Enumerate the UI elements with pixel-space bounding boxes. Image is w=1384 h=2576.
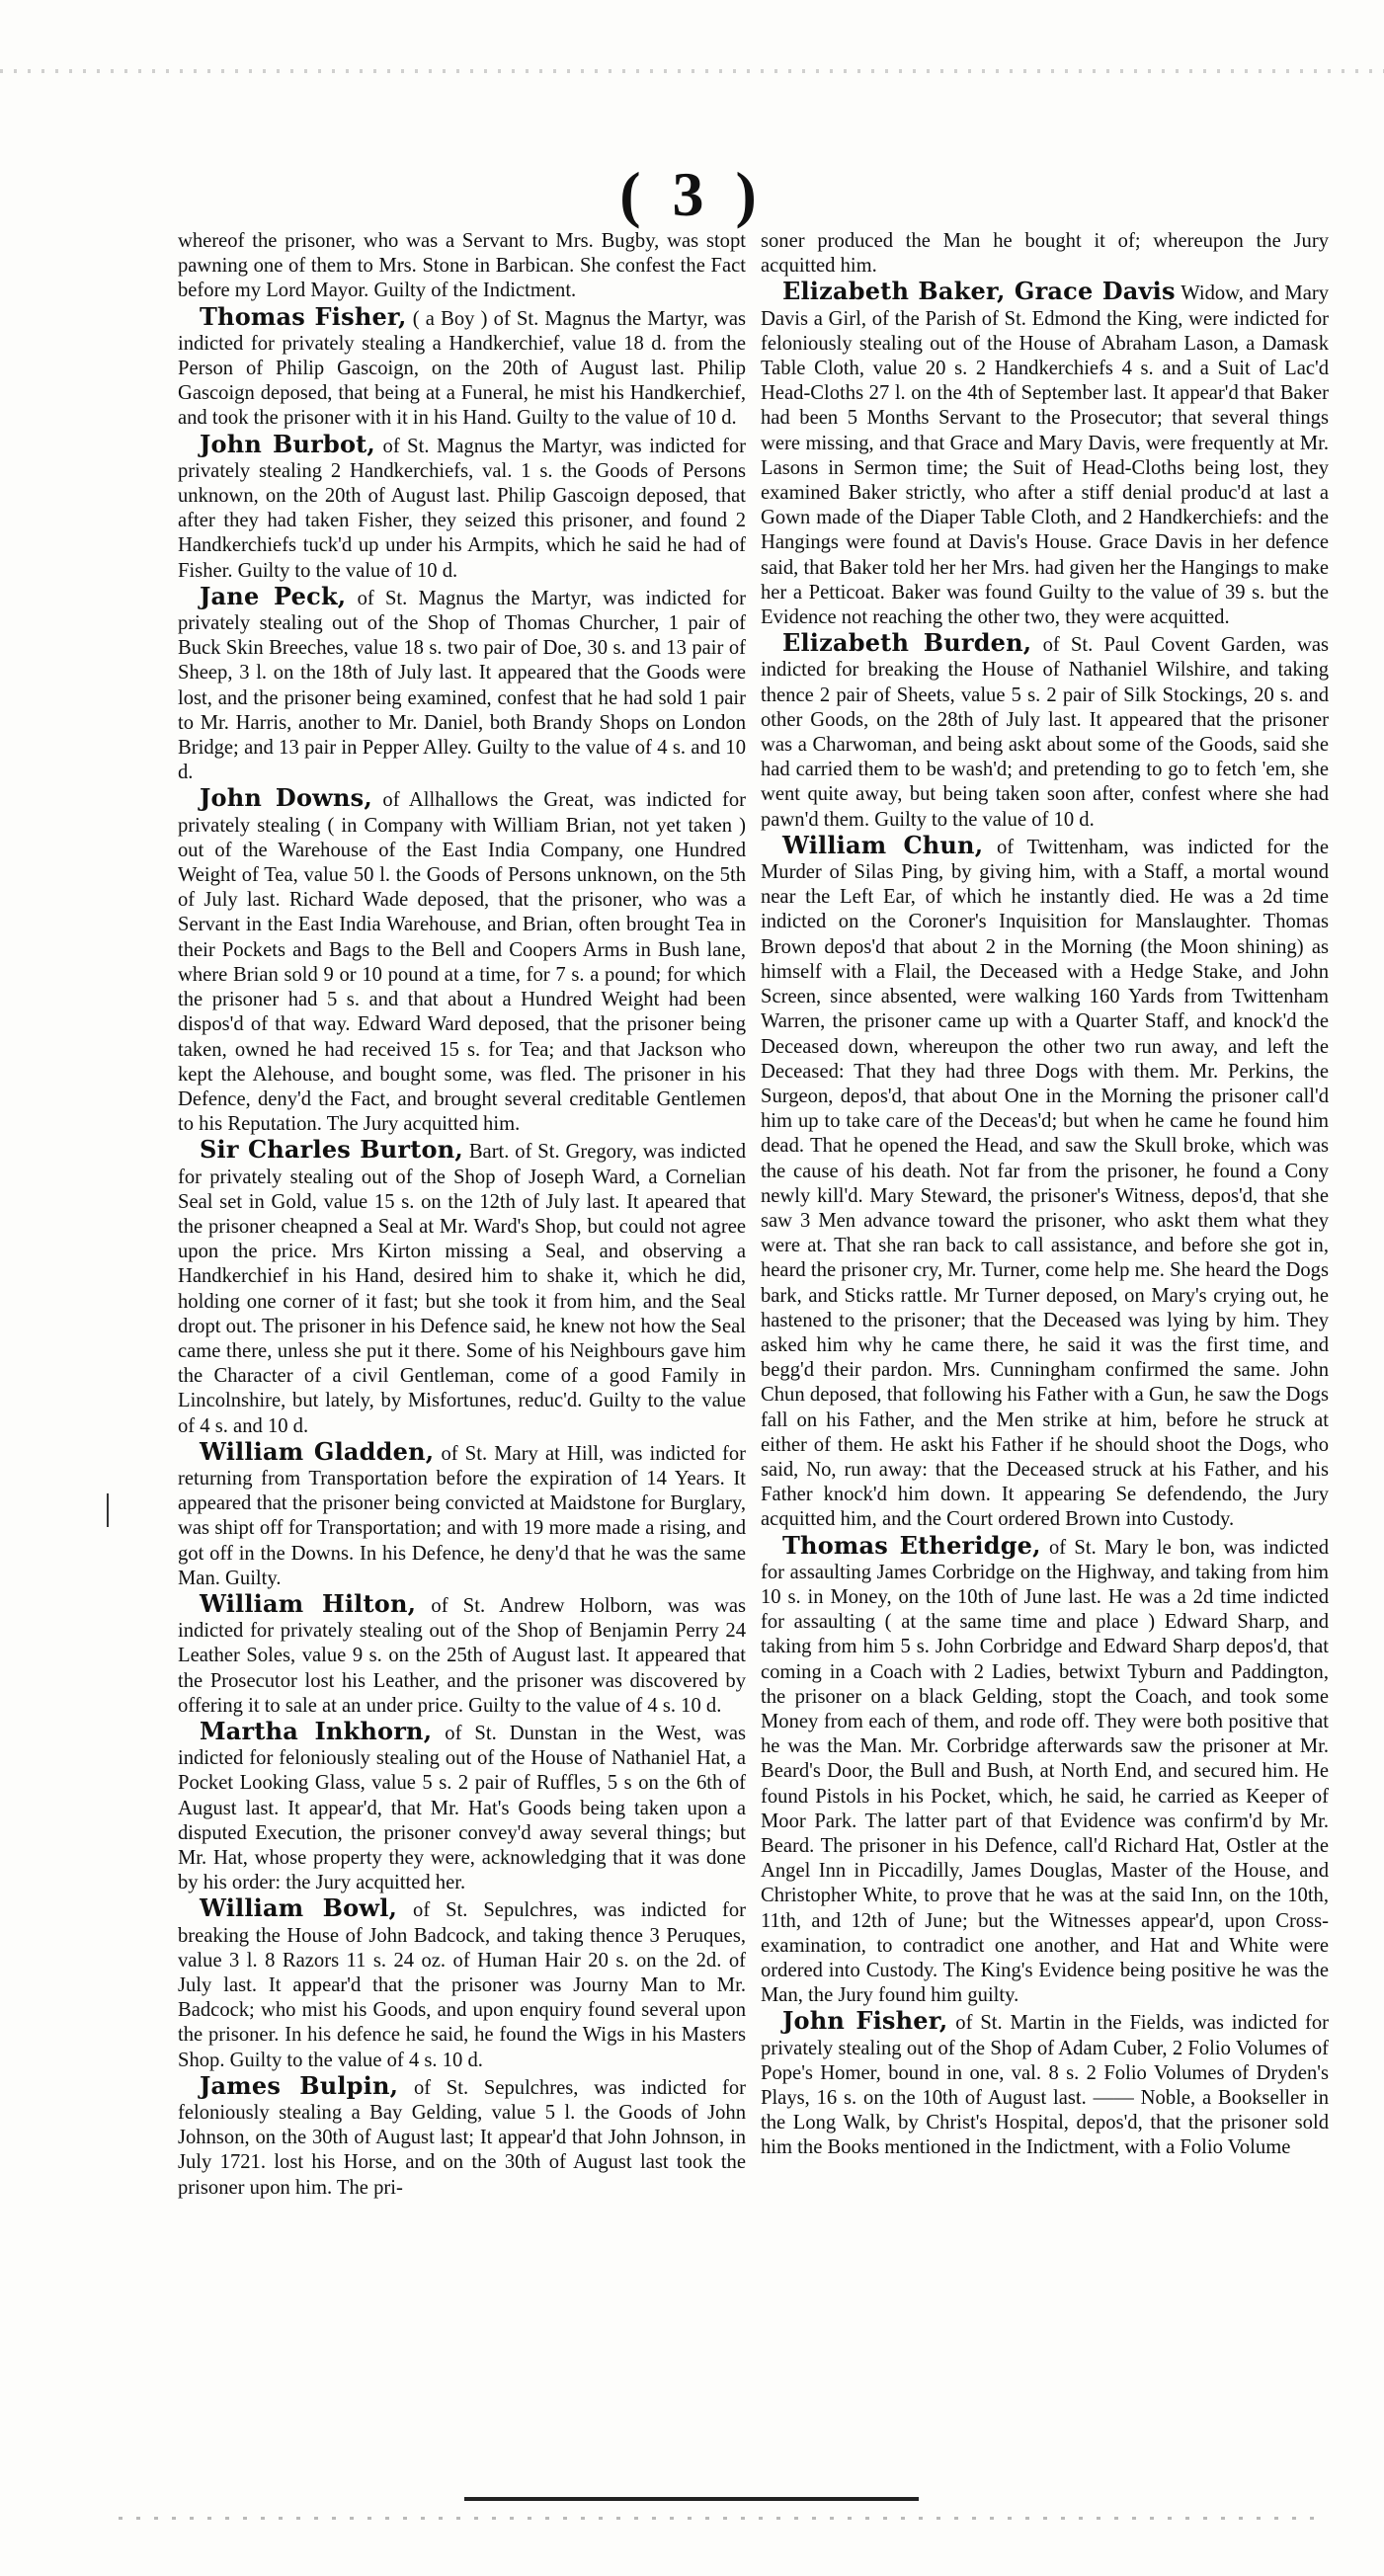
- entry-text: of St. Paul Covent Garden, was indicted for breaking the House of Nathaniel Wilshire, and taking thence 2 pair of Sheets, value 5 s. 2 pair of Silk Stockings, 20 s. and other Goods, on the 28th of July last. It appeared that the prisoner was a Charwoman, and being askt about some of the Goods, said she had carried them to be wash'd; and pretending to go to fetch 'em, she went quite away, but being taken soon after, confest where she had pawn'd them. Guilty to the value of 10 d.: [761, 634, 1329, 831]
- page-number: ( 3 ): [619, 159, 765, 229]
- right-column: [761, 229, 1329, 2521]
- defendant-name: John Fisher,: [782, 2006, 948, 2036]
- entry-text: of St. Martin in the Fields, was indicted for privately stealing out of the Shop of Adam Cuber, 2 Folio Volumes of Pope's Homer, bound in one, val. 8 s. 2 Folio Volumes of Dryden's Plays, 16 s. on the 10th of August last. —— Noble, a Bookseller in the Long Walk, by Christ's Hospital, depos'd, that the prisoner sold him the Books mentioned in the Indictment, with a Folio Volume: [761, 2012, 1329, 2159]
- defendant-name: John Burbot,: [200, 429, 375, 458]
- defendant-name: Martha Inkhorn,: [200, 1716, 433, 1745]
- trial-entry: [178, 581, 746, 786]
- scan-noise-bottom: [119, 2517, 1325, 2520]
- trial-entry: [178, 229, 746, 304]
- entry-text: Widow, and Mary Davis a Girl, of the Parish of St. Edmond the King, were indicted for feloniously stealing out of the House of Abraham Lason, a Damask Table Cloth, value 20 s. 2 Handkerchiefs 4 s. and a Suit of Lac'd Head-Cloths 27 l. on the 4th of September last. It appear'd that Baker had been 5 Months Servant to the Prosecutor; that several things were missing, and that Grace and Mary Davis, were frequently at Mr. Lasons in Sermon time; the Suit of Head-Cloths being lost, they examined Baker strictly, who after a stiff denial produc'd at last a Gown made of the Diaper Table Cloth, and 2 Handkerchiefs: and the Hangings were found at Davis's House. Grace Davis in her defence said, that Baker told her her Mrs. had given her the Hangings to make her a Petticoat. Baker was found Guilty to the value of 39 s. but the Evidence not reaching the other two, they were acquitted.: [761, 282, 1329, 629]
- trial-entry: [178, 2070, 746, 2201]
- entry-text: Bart. of St. Gregory, was indicted for privately stealing out of the Shop of Joseph Ward, a Cornelian Seal set in Gold, value 15 s. on the 12th of July last. It apeared that the prisoner cheapned a Seal at Mr. Ward's Shop, but could not agree upon the price. Mrs Kirton missing a Seal, and observing a Handkerchief in his Hand, desired him to shake it, which he did, holding one corner of it fast; but she took it from him, and the Seal dropt out. The prisoner in his Defence said, he knew not how the Seal came there, unless she put it there. Some of his Neighbours gave him the Character of a civil Gentleman, come of a good Family in Lincolnshire, but lately, by Misfortunes, reduc'd. Guilty to the value of 4 s. and 10 d.: [178, 1141, 746, 1437]
- defendant-name: Thomas Fisher,: [200, 301, 407, 331]
- entry-text: of St. Andrew Holborn, was was indicted for privately stealing out of the Shop of Benjamin Perry 24 Leather Soles, value 9 s. on the 25th of August last. It appeared that the Prosecutor lost his Leather, and the prisoner was discovered by offering it to sale at an under price. Guilty to the value of 4 s. 10 d.: [178, 1594, 746, 1717]
- defendant-name: Sir Charles Burton,: [200, 1135, 463, 1165]
- entry-text: whereof the prisoner, who was a Servant to Mrs. Bugby, was stopt pawning one of them to Mrs. Stone in Barbican. She confest the Fact before my Lord Mayor. Guilty of the Indictment.: [178, 230, 746, 302]
- trial-entry: [761, 830, 1329, 1533]
- trial-entry: [178, 1436, 746, 1591]
- entry-text: of St. Mary le bon, was indicted for assaulting James Corbridge on the Highway, and taking from him 10 s. in Money, on the 10th of June last. He was a 2d time indicted for assaulting ( at the same time and place ) Edward Sharp, and taking from him 5 s. John Corbridge and Edward Sharp depos'd, that coming in a Coach with 2 Ladies, betwixt Tyburn and Paddington, the prisoner on a black Gelding, stopt the Coach, and took some Money from each of them, and rode off. They were both positive that he was the Man. Mr. Corbridge afterwards saw the prisoner at Mr. Beard's Door, the Bull and Bush, at North End, and secured him. He found Pistols in his Pocket, which, he said, he carried as Keeper of Moor Park. The latter part of that Evidence was confirm'd by Mr. Beard. The prisoner in his Defence, call'd Richard Hat, Ostler at the Angel Inn in Piccadilly, James Douglas, Master of the House, and Christopher White, to prove that he was at the said Inn, on the 10th, 11th, and 12th of June; but the Witnesses appear'd, upon Cross-examination, to contradict one another, and Hat and White were ordered into Custody. The King's Evidence being positive he was the Man, the Jury found him guilty.: [761, 1536, 1329, 2007]
- entry-text: of Twittenham, was indicted for the Murder of Silas Ping, by giving him, with a Staff, a mortal wound near the Left Ear, of which he instantly died. He was a 2d time indicted on the Coroner's Inquisition for Manslaughter. Thomas Brown depos'd that about 2 in the Morning (the Moon shining) as himself with a Flail, the Deceased with a Hedge Stake, and John Screen, since absented, were walking 160 Yards from Twittenham Warren, the prisoner came up with a Quarter Staff, and knock'd the Deceased down, whereupon the other two run away, and left the Deceased: That they had three Dogs with them. Mr. Perkins, the Surgeon, depos'd, that about One in the Morning the prisoner call'd him up to take care of the Deceas'd; but when he came he found him dead. That he opened the Head, and saw the Skull broke, which was the cause of his death. Not far from the prisoner, he found a Cony newly kill'd. Mary Steward, the prisoner's Witness, depos'd, that she saw 3 Men advance toward the prisoner, who askt them what they were at. That she ran back to call assistance, and before she got in, heard the prisoner cry, Mr. Turner, come help me. She heard the Dogs bark, and Sticks rattle. Mr Turner deposed, on Mary's crying out, he hastened to the prisoner; that the Deceased was lying by him. They asked him why he came there, he said it was the first time, and begg'd their pardon. Mrs. Cunningham confirmed the same. John Chun deposed, that following his Father with a Gun, he saw the Dogs fall on his Father, and the Men strike at him, before he struck at either of them. He askt his Father if he should shoot the Dogs, who said, No, run away: that the Deceased struck at his Father, and his Father knock'd him down. It appearing Se defendendo, the Jury acquitted him, and the Court ordered Brown into Custody.: [761, 836, 1329, 1531]
- entry-text: soner produced the Man he bought it of; whereupon the Jury acquitted him.: [761, 230, 1329, 278]
- trial-entry: [178, 1895, 746, 2072]
- defendant-name: William Hilton,: [200, 1588, 417, 1618]
- entry-text: of St. Mary at Hill, was indicted for returning from Transportation before the expiration of 14 Years. It appeared that the prisoner being convicted at Maidstone for Burglary, was shipt off for Transportation; and with 19 more made a rising, and got off in the Downs. In his Defence, he deny'd that he was the same Man. Guilty.: [178, 1442, 746, 1589]
- entry-text: of St. Sepulchres, was indicted for feloniously stealing a Bay Gelding, value 5 l. the Goods of John Johnson, on the 30th of August last; It appear'd that John Johnson, in July 1721. lost his Horse, and on the 30th of August last took the prisoner upon him. The pri-: [178, 2076, 746, 2199]
- margin-mark: [107, 1493, 109, 1527]
- defendant-name: William Bowl,: [200, 1893, 398, 1923]
- trial-entry: [178, 1137, 746, 1438]
- trial-entry: [178, 1716, 746, 1895]
- footer-rule: [464, 2497, 919, 2501]
- entry-text: of St. Sepulchres, was indicted for breaking the House of John Badcock, and taking thence 3 Peruques, value 3 l. 8 Razors 11 s. 24 oz. of Human Hair 20 s. on the 2d. of July last. It appear'd that the prisoner was Journy Man to Mr. Badcock; who mist his Goods, and upon enquiry found several upon the prisoner. In his defence he said, he found the Wigs in his Masters Shop. Guilty to the value of 4 s. 10 d.: [178, 1899, 746, 2071]
- trial-entry: [178, 301, 746, 432]
- defendant-name: Elizabeth Burden,: [782, 628, 1032, 658]
- entry-text: of Allhallows the Great, was indicted for privately stealing ( in Company with William Brian, not yet taken ) out of the Warehouse of the East India Company, one Hundred Weight of Tea, value 50 l. the Goods of Persons unknown, on the 5th of July last. Richard Wade deposed, that the prisoner, who was a Servant in the East India Warehouse, and Brian, often brought Tea in their Pockets and Bags to the Bell and Coopers Arms in Bush lane, where Brian sold 9 or 10 pound at a time, for 7 s. a pound; for which the prisoner had 5 s. and that about a Hundred Weight had been dispos'd of that way. Edward Ward deposed, that the prisoner being taken, owned he had received 15 s. for Tea; and that Jackson who kept the Alehouse, and bought some, was fled. The prisoner in his Defence, deny'd the Fact, and brought several creditable Gentlemen to his Reputation. The Jury acquitted him.: [178, 789, 746, 1136]
- defendant-name: William Chun,: [782, 830, 984, 859]
- defendant-name: John Downs,: [200, 783, 372, 813]
- defendant-name: Elizabeth Baker, Grace Davis: [782, 277, 1176, 306]
- scan-noise-top: [0, 69, 1384, 73]
- trial-entry: [761, 279, 1329, 630]
- trial-entry: [761, 229, 1329, 279]
- trial-entry: [178, 429, 746, 584]
- defendant-name: William Gladden,: [200, 1436, 435, 1466]
- entry-text: ( a Boy ) of St. Magnus the Martyr, was indicted for privately stealing a Handkerchief, value 18 d. from the Person of Philip Gascoign, on the 20th of August last. Philip Gascoign deposed, that being at a Funeral, he mist his Handkerchief, and took the prisoner with it in his Hand. Guilty to the value of 10 d.: [178, 307, 746, 430]
- trial-entry: [761, 1530, 1329, 2009]
- trial-entry: [761, 630, 1329, 833]
- trial-entry: [178, 1588, 746, 1719]
- entry-text: of St. Dunstan in the West, was indicted for feloniously stealing out of the House of Nathaniel Hat, a Pocket Looking Glass, value 5 s. 2 pair of Ruffles, 5 s on the 6th of August last. It appear'd, that Mr. Hat's Goods being taken upon a disputed Execution, the prisoner convey'd away several things; but Mr. Hat, whose property they were, acknowledging that it was done by his order: the Jury acquitted her.: [178, 1722, 746, 1894]
- left-column: [178, 229, 746, 2521]
- trial-entry: [178, 785, 746, 1137]
- trial-entry: [761, 2008, 1329, 2160]
- defendant-name: James Bulpin,: [200, 2070, 399, 2100]
- entry-text: of St. Magnus the Martyr, was indicted for privately stealing out of the Shop of Thomas Churcher, 1 pair of Buck Skin Breeches, value 18 s. two pair of Doe, 30 s. and 13 pair of Sheep, 3 l. on the 18th of July last. It appeared that the Goods were lost, and the prisoner being examined, confest that he had sold 1 pair to Mr. Harris, another to Mr. Daniel, both Brandy Shops on London Bridge; and 13 pair in Pepper Alley. Guilty to the value of 4 s. and 10 d.: [178, 587, 746, 784]
- defendant-name: Jane Peck,: [200, 581, 347, 610]
- entry-text: of St. Magnus the Martyr, was indicted for privately stealing 2 Handkerchiefs, val. 1 s. the Goods of Persons unknown, on the 20th of August last. Philip Gascoign deposed, that after they had taken Fisher, they seized this prisoner, and found 2 Handkerchiefs tuck'd up under his Armpits, which he said he had of Fisher. Guilty to the value of 10 d.: [178, 435, 746, 582]
- defendant-name: Thomas Etheridge,: [782, 1530, 1041, 1560]
